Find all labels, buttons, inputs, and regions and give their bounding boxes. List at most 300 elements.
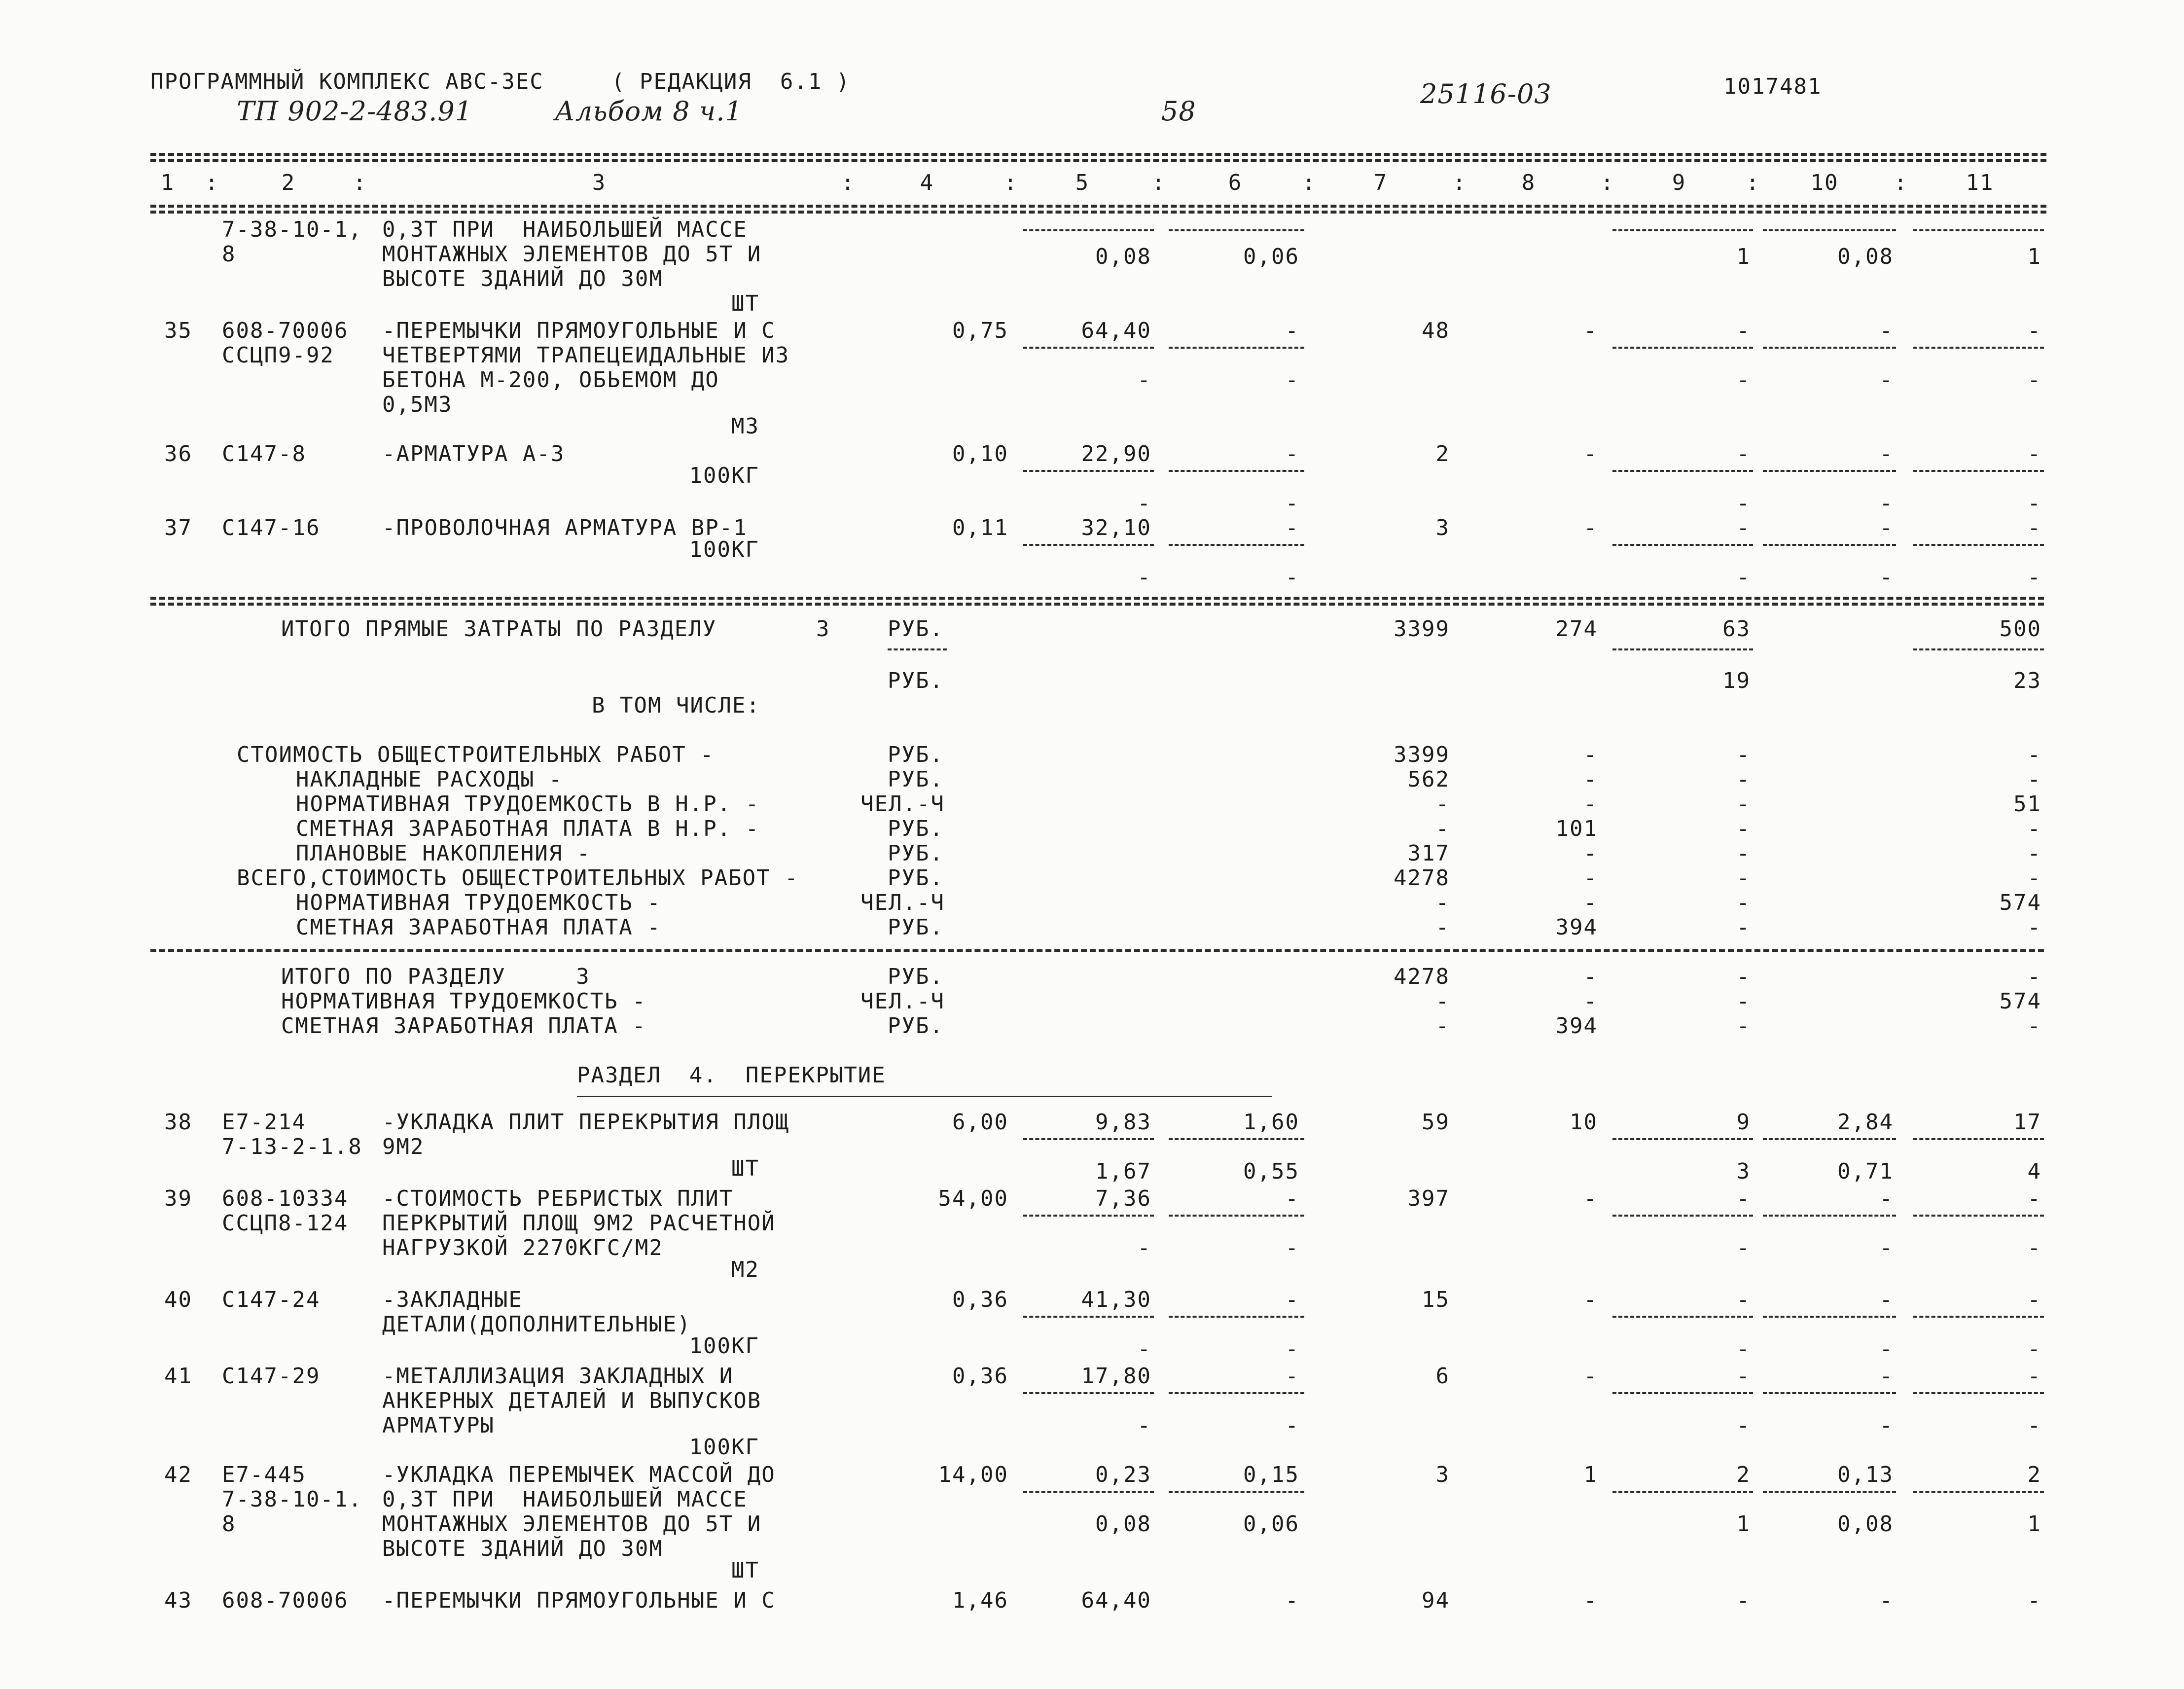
cell-c6b: - <box>1285 565 1299 590</box>
cell-c6: - <box>1285 1287 1299 1312</box>
cell-c9: - <box>1736 1186 1751 1211</box>
totals-direct-c9: 63 <box>1722 616 1751 642</box>
cell-divider <box>1763 347 1896 349</box>
cell-divider <box>1612 470 1753 472</box>
cell-c9b: - <box>1736 1413 1751 1438</box>
row-code: 608-10334 <box>222 1186 349 1211</box>
cell-c9: 2 <box>1736 1462 1751 1487</box>
header-rule-bottom-2 <box>150 211 2046 214</box>
cell-divider <box>1913 470 2044 472</box>
row-description: -МЕТАЛЛИЗАЦИЯ ЗАКЛАДНЫХ И <box>382 1364 734 1389</box>
cell-divider <box>1023 347 1154 349</box>
cell-c5: 64,40 <box>1081 1588 1151 1613</box>
totals-item-c11: 51 <box>2013 791 2041 817</box>
row-code: С147-29 <box>222 1364 321 1389</box>
cell-divider <box>1169 1215 1304 1217</box>
cell-c11b: - <box>2027 1336 2041 1362</box>
cell-c10: - <box>1879 1588 1894 1613</box>
cell-c4: 0,36 <box>952 1364 1008 1389</box>
row-code: Е7-445 <box>222 1462 306 1487</box>
cell-c6: 1,60 <box>1243 1110 1299 1135</box>
cell-divider <box>1023 229 1154 231</box>
cell-c6b: - <box>1285 491 1299 516</box>
totals-item-c11: - <box>2027 841 2041 866</box>
cell-c4: 14,00 <box>938 1462 1008 1487</box>
totals-item-label: НОРМАТИВНАЯ ТРУДОЕМКОСТЬ В Н.Р. - <box>296 791 760 817</box>
cell-divider <box>1612 1392 1753 1394</box>
totals-item-c9: - <box>1736 791 1751 817</box>
section-total-rule <box>150 949 2044 952</box>
cell-c7: 6 <box>1435 1364 1450 1389</box>
cell-divider <box>1023 1215 1154 1217</box>
cell-divider <box>1023 1491 1154 1493</box>
totals-direct-section: 3 <box>816 616 830 642</box>
totals-direct-label: ИТОГО ПРЯМЫЕ ЗАТРАТЫ ПО РАЗДЕЛУ <box>281 616 717 642</box>
column-header-6: 6 <box>1228 170 1243 195</box>
cell-c9: - <box>1736 1364 1751 1389</box>
cell-c10b: - <box>1879 1413 1894 1438</box>
cell-c11: - <box>2027 515 2041 540</box>
cell-divider <box>1913 229 2044 231</box>
cell-divider <box>1169 1316 1304 1318</box>
cell-divider <box>1763 1215 1896 1217</box>
cell-c6b: - <box>1285 1413 1299 1438</box>
row-description: АРМАТУРЫ <box>382 1413 495 1438</box>
cell-c9b: - <box>1736 1235 1751 1260</box>
cell-c4: 54,00 <box>938 1186 1008 1211</box>
cell-divider <box>1612 1491 1753 1493</box>
row-code: С147-8 <box>222 441 306 467</box>
column-separator: : <box>1600 170 1615 195</box>
cell-divider <box>1169 229 1304 231</box>
cell-c11b: 1 <box>2027 1511 2041 1537</box>
totals-item-c11: - <box>2027 742 2041 767</box>
cell-c10b: - <box>1879 491 1894 516</box>
section-item-c7: - <box>1435 1013 1450 1039</box>
row-unit: ШТ <box>731 1156 759 1181</box>
row-number: 43 <box>164 1588 192 1613</box>
cell-c10: - <box>1879 1364 1894 1389</box>
cell-divider <box>1763 1316 1896 1318</box>
cell-c6b: 0,06 <box>1243 1511 1299 1537</box>
totals-item-c8: 394 <box>1555 915 1598 940</box>
cell-c9b: - <box>1736 491 1751 516</box>
section-item-c9: - <box>1736 1013 1751 1039</box>
totals-item-unit: РУБ. <box>888 816 944 841</box>
cell-c5b: - <box>1137 367 1151 393</box>
cell-c9b: 1 <box>1736 1511 1751 1537</box>
cell-c6b: 0,06 <box>1243 244 1299 269</box>
cell-c5: 7,36 <box>1095 1186 1151 1211</box>
row-unit: 100КГ <box>689 537 759 562</box>
column-header-7: 7 <box>1373 170 1388 195</box>
totals-item-c7: - <box>1435 791 1450 817</box>
row-unit: М2 <box>731 1257 759 1282</box>
cell-divider <box>1169 1138 1304 1140</box>
cell-c4: 1,46 <box>952 1588 1008 1613</box>
row-description: МОНТАЖНЫХ ЭЛЕМЕНТОВ ДО 5Т И <box>382 242 762 267</box>
row-description: -СТОИМОСТЬ РЕБРИСТЫХ ПЛИТ <box>382 1186 734 1211</box>
totals-item-c8: - <box>1583 791 1598 817</box>
totals-item-c7: 317 <box>1407 841 1450 866</box>
edition: ( РЕДАКЦИЯ 6.1 ) <box>611 69 851 94</box>
totals-item-c9: - <box>1736 816 1751 841</box>
column-header-10: 10 <box>1810 170 1839 195</box>
cell-c10b: - <box>1879 1336 1894 1362</box>
row-description: ЧЕТВЕРТЯМИ ТРАПЕЦЕИДАЛЬНЫЕ ИЗ <box>382 343 790 368</box>
totals-item-unit: РУБ. <box>888 915 944 940</box>
totals-rule <box>150 597 2044 600</box>
handwritten-page: 58 <box>1161 96 1196 127</box>
row-number: 37 <box>164 515 192 540</box>
row-unit: 100КГ <box>689 463 759 488</box>
cell-c9b: 3 <box>1736 1159 1751 1184</box>
totals-item-c8: - <box>1583 890 1598 915</box>
cell-c10: - <box>1879 1186 1894 1211</box>
totals-direct2-c9: 19 <box>1722 668 1751 693</box>
row-description: ДЕТАЛИ(ДОПОЛНИТЕЛЬНЫЕ) <box>382 1312 691 1337</box>
cell-c11b: 1 <box>2027 244 2041 269</box>
row-description: 0,5М3 <box>382 392 453 417</box>
cell-c5b: - <box>1137 491 1151 516</box>
unit-divider <box>888 648 947 650</box>
cell-c11b: - <box>2027 1235 2041 1260</box>
cell-c7: 3 <box>1435 1462 1450 1487</box>
handwritten-code: 25116-03 <box>1420 78 1552 109</box>
cell-divider <box>1612 1215 1753 1217</box>
cell-c7: 94 <box>1422 1588 1450 1613</box>
row-code: 608-70006 <box>222 1588 349 1613</box>
cell-c7: 15 <box>1422 1287 1450 1312</box>
cell-c11b: - <box>2027 491 2041 516</box>
cell-divider <box>1913 347 2044 349</box>
cell-c6: - <box>1285 1186 1299 1211</box>
row-description: -ПЕРЕМЫЧКИ ПРЯМОУГОЛЬНЫЕ И С <box>382 318 776 343</box>
row-code: Е7-214 <box>222 1110 306 1135</box>
cell-c9b: - <box>1736 565 1751 590</box>
cell-c6: - <box>1285 1364 1299 1389</box>
column-header-1: 1 <box>160 170 175 195</box>
cell-divider <box>1023 1316 1154 1318</box>
row-code: 8 <box>222 242 236 267</box>
section-item-label: ИТОГО ПО РАЗДЕЛУ 3 <box>281 964 590 989</box>
cell-c5b: - <box>1137 1336 1151 1362</box>
row-description: НАГРУЗКОЙ 2270КГС/М2 <box>382 1235 663 1260</box>
cell-c11: - <box>2027 1287 2041 1312</box>
cell-c6: - <box>1285 515 1299 540</box>
totals-item-c11: - <box>2027 865 2041 891</box>
cell-c9: - <box>1736 318 1751 343</box>
totals-item-unit: РУБ. <box>888 865 944 891</box>
header-rule-bottom <box>150 205 2046 208</box>
column-separator: : <box>1003 170 1018 195</box>
totals-item-c7: - <box>1435 816 1450 841</box>
header-rule-top-2 <box>150 159 2046 162</box>
cell-c5b: - <box>1137 1413 1151 1438</box>
row-unit: 100КГ <box>689 1333 759 1359</box>
column-header-8: 8 <box>1521 170 1536 195</box>
row-unit: М3 <box>731 414 759 439</box>
row-code: 7-38-10-1. <box>222 1487 362 1512</box>
column-header-9: 9 <box>1672 170 1686 195</box>
cell-c4: 0,10 <box>952 441 1008 467</box>
row-description: -УКЛАДКА ПЛИТ ПЕРЕКРЫТИЯ ПЛОЩ <box>382 1110 790 1135</box>
row-description: БЕТОНА М-200, ОБЬЕМОМ ДО <box>382 367 719 393</box>
column-header-4: 4 <box>920 170 934 195</box>
cell-c7: 397 <box>1407 1186 1450 1211</box>
cell-c8: - <box>1583 441 1598 467</box>
row-code: 608-70006 <box>222 318 349 343</box>
cell-divider <box>1913 1491 2044 1493</box>
section-item-c8: - <box>1583 989 1598 1014</box>
row-code: С147-24 <box>222 1287 321 1312</box>
totals-item-c9: - <box>1736 742 1751 767</box>
totals-item-label: СМЕТНАЯ ЗАРАБОТНАЯ ПЛАТА - <box>296 915 661 940</box>
totals-item-c9: - <box>1736 865 1751 891</box>
cell-c9: - <box>1736 515 1751 540</box>
cell-c10b: 0,08 <box>1837 1511 1894 1537</box>
totals-item-c7: - <box>1435 890 1450 915</box>
section-item-c11: - <box>2027 1013 2041 1039</box>
totals-item-c11: 574 <box>1999 890 2041 915</box>
cell-c6b: - <box>1285 1336 1299 1362</box>
row-description: 9М2 <box>382 1134 425 1159</box>
cell-c6b: - <box>1285 1235 1299 1260</box>
row-number: 36 <box>164 441 192 467</box>
row-description: ВЫСОТЕ ЗДАНИЙ ДО 30М <box>382 266 663 291</box>
cell-c9: 9 <box>1736 1110 1751 1135</box>
cell-c11: - <box>2027 1588 2041 1613</box>
totals-item-c7: - <box>1435 915 1450 940</box>
row-code: С147-16 <box>222 515 321 540</box>
column-separator: : <box>1302 170 1317 195</box>
cell-divider <box>1913 544 2044 546</box>
cell-divider <box>1763 1138 1896 1140</box>
section-item-c7: 4278 <box>1394 964 1450 989</box>
row-number: 35 <box>164 318 192 343</box>
column-header-2: 2 <box>281 170 296 195</box>
cell-c8: 1 <box>1583 1462 1598 1487</box>
cell-c10: - <box>1879 318 1894 343</box>
section-item-c9: - <box>1736 989 1751 1014</box>
cell-c5b: 0,08 <box>1095 244 1151 269</box>
cell-c8: - <box>1583 1186 1598 1211</box>
cell-c6: 0,15 <box>1243 1462 1299 1487</box>
cell-c5: 9,83 <box>1095 1110 1151 1135</box>
row-description: АНКЕРНЫХ ДЕТАЛЕЙ И ВЫПУСКОВ <box>382 1388 762 1413</box>
cell-c10b: 0,71 <box>1837 1159 1894 1184</box>
totals-item-c8: - <box>1583 742 1598 767</box>
totals-item-c11: - <box>2027 767 2041 792</box>
totals-item-c11: - <box>2027 816 2041 841</box>
cell-c11b: - <box>2027 1413 2041 1438</box>
cell-c4: 0,36 <box>952 1287 1008 1312</box>
cell-c5: 22,90 <box>1081 441 1151 467</box>
totals-item-c7: 3399 <box>1394 742 1450 767</box>
column-separator: : <box>205 170 219 195</box>
totals-item-label: СМЕТНАЯ ЗАРАБОТНАЯ ПЛАТА В Н.Р. - <box>296 816 760 841</box>
totals-unit: РУБ. <box>888 668 944 693</box>
cell-divider <box>1169 1491 1304 1493</box>
totals-direct-c7: 3399 <box>1394 616 1450 642</box>
cell-c5b: 0,08 <box>1095 1511 1151 1537</box>
cell-c8: - <box>1583 1588 1598 1613</box>
totals-item-c7: 562 <box>1407 767 1450 792</box>
column-header-3: 3 <box>592 170 607 195</box>
cell-divider <box>1763 470 1896 472</box>
cell-divider <box>1913 1138 2044 1140</box>
cell-c5b: 1,67 <box>1095 1159 1151 1184</box>
totals-item-c8: - <box>1583 767 1598 792</box>
cell-c5b: - <box>1137 1235 1151 1260</box>
cell-divider <box>1169 347 1304 349</box>
totals-item-unit: ЧЕЛ.-Ч <box>860 791 945 817</box>
section-item-c8: - <box>1583 964 1598 989</box>
cell-c9b: - <box>1736 1336 1751 1362</box>
cell-c8: - <box>1583 318 1598 343</box>
column-header-5: 5 <box>1075 170 1090 195</box>
cell-c6b: - <box>1285 367 1299 393</box>
section-item-unit: ЧЕЛ.-Ч <box>860 989 945 1014</box>
cell-divider <box>1169 1392 1304 1394</box>
cell-c11b: - <box>2027 367 2041 393</box>
row-code: 7-38-10-1, <box>222 217 362 242</box>
section-item-c11: - <box>2027 964 2041 989</box>
row-number: 40 <box>164 1287 192 1312</box>
cell-c8: - <box>1583 515 1598 540</box>
row-code: ССЦП8-124 <box>222 1211 349 1236</box>
cell-c4: 0,75 <box>952 318 1008 343</box>
cell-c6b: 0,55 <box>1243 1159 1299 1184</box>
totals-item-c7: 4278 <box>1394 865 1450 891</box>
cell-c4: 6,00 <box>952 1110 1008 1135</box>
cell-c6: - <box>1285 318 1299 343</box>
totals-item-c9: - <box>1736 767 1751 792</box>
cell-c5: 17,80 <box>1081 1364 1151 1389</box>
cell-c10b: - <box>1879 565 1894 590</box>
cell-c5: 41,30 <box>1081 1287 1151 1312</box>
section-item-c7: - <box>1435 989 1450 1014</box>
cell-c10b: 0,08 <box>1837 244 1894 269</box>
totals-item-c8: - <box>1583 841 1598 866</box>
cell-divider <box>1913 1316 2044 1318</box>
row-description: -АРМАТУРА А-3 <box>382 441 565 467</box>
cell-c6: - <box>1285 441 1299 467</box>
cell-c10: 2,84 <box>1837 1110 1894 1135</box>
cell-c11: - <box>2027 1186 2041 1211</box>
cell-c5: 64,40 <box>1081 318 1151 343</box>
cell-c7: 48 <box>1422 318 1450 343</box>
cell-divider <box>1913 1215 2044 1217</box>
row-number: 38 <box>164 1110 192 1135</box>
cell-c8: - <box>1583 1287 1598 1312</box>
totals-item-c9: - <box>1736 915 1751 940</box>
totals-item-unit: РУБ. <box>888 767 944 792</box>
section-item-label: НОРМАТИВНАЯ ТРУДОЕМКОСТЬ - <box>281 989 646 1014</box>
row-description: -ПРОВОЛОЧНАЯ АРМАТУРА ВР-1 <box>382 515 748 540</box>
handwritten-project: ТП 902-2-483.91 <box>237 96 473 127</box>
cell-c10b: - <box>1879 367 1894 393</box>
row-code: 8 <box>222 1511 236 1537</box>
cell-divider <box>1169 470 1304 472</box>
cell-c9: - <box>1736 1588 1751 1613</box>
row-description: 0,3Т ПРИ НАИБОЛЬШЕЙ МАССЕ <box>382 1487 748 1512</box>
section-item-unit: РУБ. <box>888 964 944 989</box>
cell-c11b: - <box>2027 565 2041 590</box>
totals-item-c9: - <box>1736 841 1751 866</box>
row-number: 41 <box>164 1364 192 1389</box>
totals-unit: РУБ. <box>888 616 944 642</box>
totals-item-c8: - <box>1583 865 1598 891</box>
cell-c9: - <box>1736 1287 1751 1312</box>
column-separator: : <box>1151 170 1166 195</box>
row-unit: ШТ <box>731 291 759 316</box>
totals-item-unit: РУБ. <box>888 742 944 767</box>
cell-c9b: - <box>1736 367 1751 393</box>
row-description: МОНТАЖНЫХ ЭЛЕМЕНТОВ ДО 5Т И <box>382 1511 762 1537</box>
column-separator: : <box>1746 170 1760 195</box>
cell-c10: 0,13 <box>1837 1462 1894 1487</box>
cell-divider <box>1023 544 1154 546</box>
cell-c5b: - <box>1137 565 1151 590</box>
cell-divider <box>1763 1491 1896 1493</box>
column-header-11: 11 <box>1966 170 1994 195</box>
cell-c10b: - <box>1879 1235 1894 1260</box>
row-description: -ЗАКЛАДНЫЕ <box>382 1287 523 1312</box>
totals-item-c8: 101 <box>1555 816 1598 841</box>
totals-including: В ТОМ ЧИСЛЕ: <box>592 693 760 718</box>
cell-c11: - <box>2027 318 2041 343</box>
cell-c6: - <box>1285 1588 1299 1613</box>
row-description: ПЕРКРЫТИЙ ПЛОЩ 9М2 РАСЧЕТНОЙ <box>382 1211 776 1236</box>
row-number: 39 <box>164 1186 192 1211</box>
cell-c8: - <box>1583 1364 1598 1389</box>
totals-item-c11: - <box>2027 915 2041 940</box>
program-title: ПРОГРАММНЫЙ КОМПЛЕКС АВС-3ЕС <box>150 69 544 94</box>
cell-divider <box>1763 229 1896 231</box>
column-separator: : <box>841 170 856 195</box>
totals-direct2-c11: 23 <box>2013 668 2041 693</box>
totals-item-label: ПЛАНОВЫЕ НАКОПЛЕНИЯ - <box>296 841 591 866</box>
cell-c11: - <box>2027 1364 2041 1389</box>
cell-c11: 2 <box>2027 1462 2041 1487</box>
cell-divider <box>1169 544 1304 546</box>
cell-c5: 32,10 <box>1081 515 1151 540</box>
cell-divider <box>1913 648 2044 650</box>
row-description: -УКЛАДКА ПЕРЕМЫЧЕК МАССОЙ ДО <box>382 1462 776 1487</box>
section-item-label: СМЕТНАЯ ЗАРАБОТНАЯ ПЛАТА - <box>281 1013 646 1039</box>
header-rule-top <box>150 153 2046 156</box>
cell-c8: 10 <box>1570 1110 1598 1135</box>
row-number: 42 <box>164 1462 192 1487</box>
totals-rule-2 <box>150 603 2044 606</box>
section-item-c11: 574 <box>1999 989 2041 1014</box>
column-separator: : <box>353 170 367 195</box>
totals-item-label: СТОИМОСТЬ ОБЩЕСТРОИТЕЛЬНЫХ РАБОТ - <box>237 742 715 767</box>
cell-divider <box>1763 1392 1896 1394</box>
section-item-c8: 394 <box>1555 1013 1598 1039</box>
cell-divider <box>1612 229 1753 231</box>
cell-c7: 59 <box>1422 1110 1450 1135</box>
document-id: 1017481 <box>1723 74 1822 99</box>
handwritten-album: Альбом 8 ч.1 <box>555 96 743 127</box>
cell-c7: 2 <box>1435 441 1450 467</box>
row-unit: ШТ <box>731 1558 759 1583</box>
totals-direct-c8: 274 <box>1555 616 1598 642</box>
totals-item-label: ВСЕГО,СТОИМОСТЬ ОБЩЕСТРОИТЕЛЬНЫХ РАБОТ - <box>237 865 799 891</box>
section-item-unit: РУБ. <box>888 1013 944 1039</box>
cell-divider <box>1612 648 1753 650</box>
